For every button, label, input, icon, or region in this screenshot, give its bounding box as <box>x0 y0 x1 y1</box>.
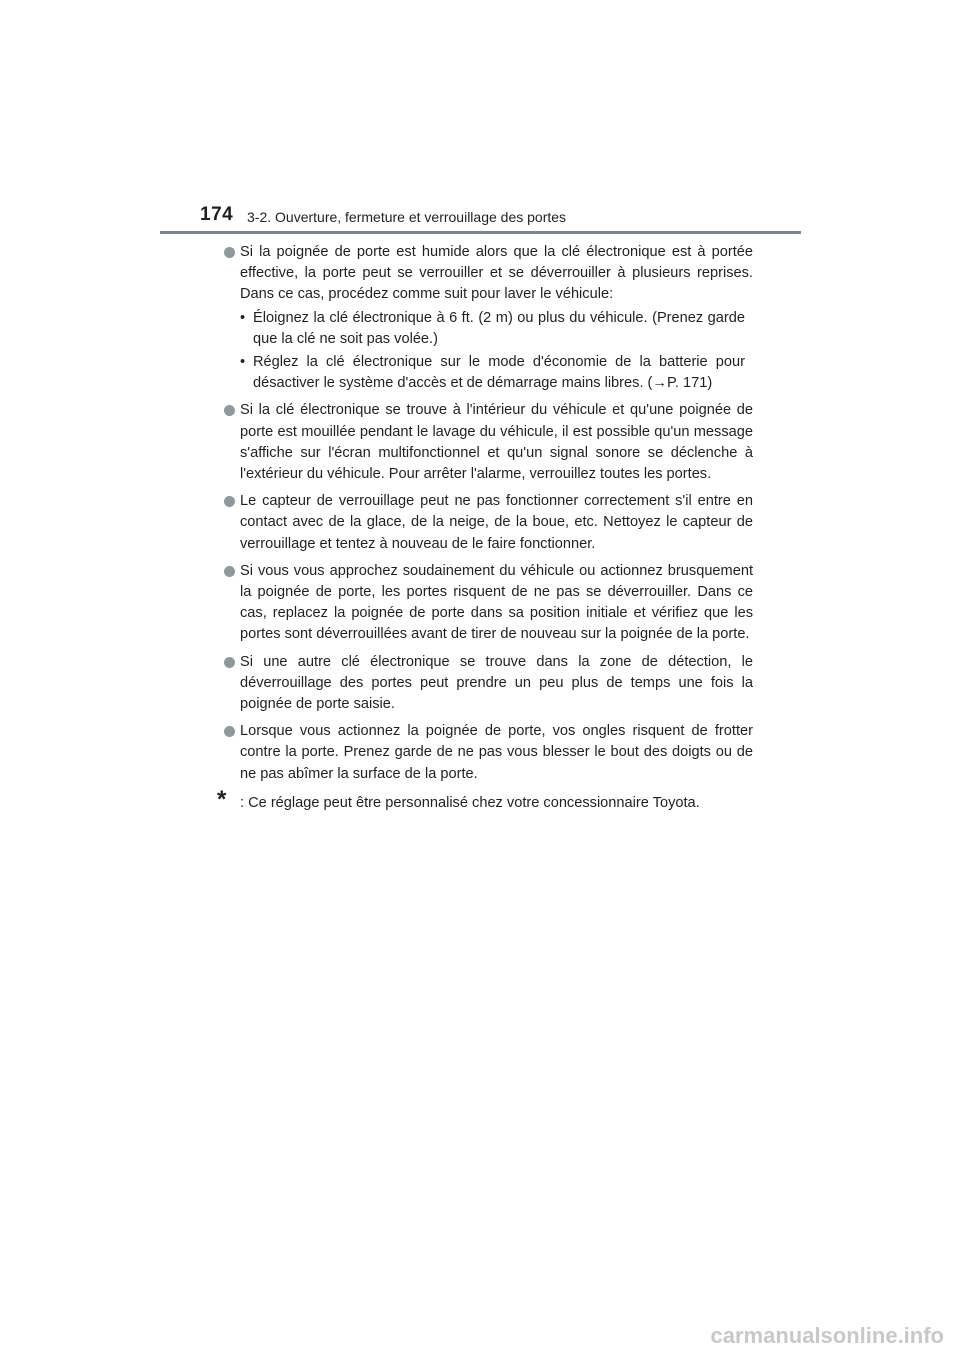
header-divider <box>160 231 801 234</box>
watermark: carmanualsonline.info <box>710 1323 944 1348</box>
list-item <box>223 721 753 785</box>
circle-bullet-icon <box>224 247 235 258</box>
circle-bullet-icon <box>224 405 235 416</box>
page-number: 174 <box>200 204 234 225</box>
footnote-text: : Ce réglage peut être personnalisé chez votre concessionnaire Toyota. <box>240 794 700 811</box>
circle-bullet-icon <box>224 657 235 668</box>
list-item <box>223 242 753 394</box>
sub-list-marker: • <box>240 309 246 326</box>
sub-list-item <box>240 308 745 350</box>
body-content <box>217 242 753 814</box>
circle-bullet-icon <box>224 566 235 577</box>
list-item <box>223 400 753 485</box>
list-item-text: Si la poignée de porte est humide alors que la clé électronique est à portée effective, la porte peut se verrouiller et se déverrouiller à plusieurs reprises. Dans ce cas, procédez comme suit pour laver le véhicule: <box>240 244 753 303</box>
list-item-text: Lorsque vous actionnez la poignée de porte, vos ongles risquent de frotter contre la porte. Prenez garde de ne pas vous blesser le bout des doigts ou de ne pas abîmer la surface de la porte. <box>240 723 753 782</box>
list-item <box>223 561 753 646</box>
list-item-text: Si vous vous approchez soudainement du véhicule ou actionnez brusquement la poignée de porte, les portes risquent de ne pas se déverrouiller. Dans ce cas, replacez la poignée de porte dans sa position initiale et vérifiez que les portes sont déverrouillées avant de tirer de nouveau sur la poignée de la porte. <box>240 562 753 643</box>
list-item-text: Si une autre clé électronique se trouve dans la zone de détection, le déverrouillage des portes peut prendre un peu plus de temps une fois la poignée de porte saisie. <box>240 653 753 713</box>
list-item <box>223 652 753 716</box>
sub-list-marker: • <box>240 354 246 371</box>
circle-bullet-icon <box>224 496 235 507</box>
list-item <box>223 491 753 555</box>
list-item-text: Si la clé électronique se trouve à l'intérieur du véhicule et qu'une poignée de porte est mouillée pendant le lavage du véhicule, il est possible qu'un message s'affiche sur l'écran multifonctionnel et qu'un signal sonore se déclenche à l'extérieur du véhicule. Pour arrêter l'alarme, verrouillez toutes les portes. <box>240 402 753 483</box>
sub-list-item-text: Éloignez la clé électronique à 6 ft. (2 m) ou plus du véhicule. (Prenez garde que la clé ne soit pas volée.) <box>253 309 745 347</box>
footnote <box>217 785 753 814</box>
circle-bullet-icon <box>224 726 235 737</box>
section-title: 3-2. Ouverture, fermeture et verrouillage des portes <box>247 209 567 225</box>
sub-list-item <box>240 352 745 394</box>
page-header <box>200 204 800 234</box>
sub-list-item-text: Réglez la clé électronique sur le mode d'économie de la batterie pour désactiver le système d'accès et de démarrage mains libres. (→P. 171) <box>253 354 745 392</box>
asterisk-icon: * <box>217 785 227 813</box>
list-item-text: Le capteur de verrouillage peut ne pas fonctionner correctement s'il entre en contact avec de la glace, de la neige, de la boue, etc. Nettoyez le capteur de verrouillage et tentez à nouveau de le faire fonctionner. <box>240 493 753 552</box>
